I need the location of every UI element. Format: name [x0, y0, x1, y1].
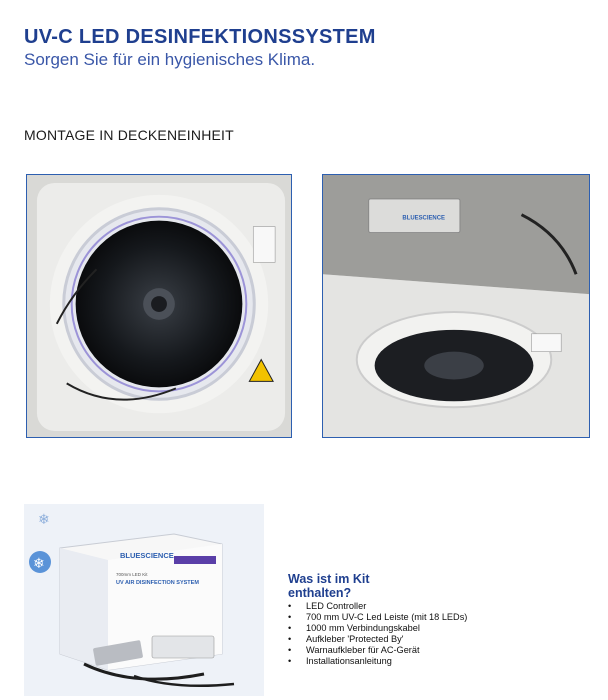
list-item: • Warnaufkleber für AC-Gerät — [286, 645, 467, 656]
product-package-image — [24, 504, 264, 696]
list-item: • 1000 mm Verbindungskabel — [286, 623, 467, 634]
ceiling-unit-photo — [26, 174, 292, 438]
snowflake-badge-icon: ❄ — [33, 556, 45, 572]
kit-heading-line1: Was ist im Kit — [288, 572, 370, 586]
page-title: UV-C LED DESINFEKTIONSSYSTEM — [24, 26, 376, 48]
installed-controller-photo — [323, 175, 589, 437]
section-heading: MONTAGE IN DECKENEINHEIT — [24, 127, 234, 143]
snowflake-icon: ❄ — [38, 512, 50, 528]
page-subtitle: Sorgen Sie für ein hygienisches Klima. — [24, 50, 316, 69]
kit-heading-line2: enthalten? — [288, 586, 352, 600]
kit-heading — [288, 572, 448, 600]
controller-installation-photo — [322, 174, 590, 438]
ceiling-cassette-fan-photo — [27, 175, 291, 437]
svg-text:BLUESCIENCE: BLUESCIENCE — [120, 551, 174, 560]
list-item: • Installationsanleitung — [286, 656, 467, 667]
list-item: • Aufkleber 'Protected By' — [286, 634, 467, 645]
svg-text:UV AIR DISINFECTION SYSTEM: UV AIR DISINFECTION SYSTEM — [116, 580, 199, 586]
kit-contents-list — [286, 601, 467, 667]
svg-text:BLUESCIENCE: BLUESCIENCE — [402, 215, 445, 222]
list-item: • LED Controller — [286, 601, 467, 612]
svg-text:700mm LED Kit: 700mm LED Kit — [116, 572, 148, 577]
list-item: • 700 mm UV-C Led Leiste (mit 18 LEDs) — [286, 612, 467, 623]
